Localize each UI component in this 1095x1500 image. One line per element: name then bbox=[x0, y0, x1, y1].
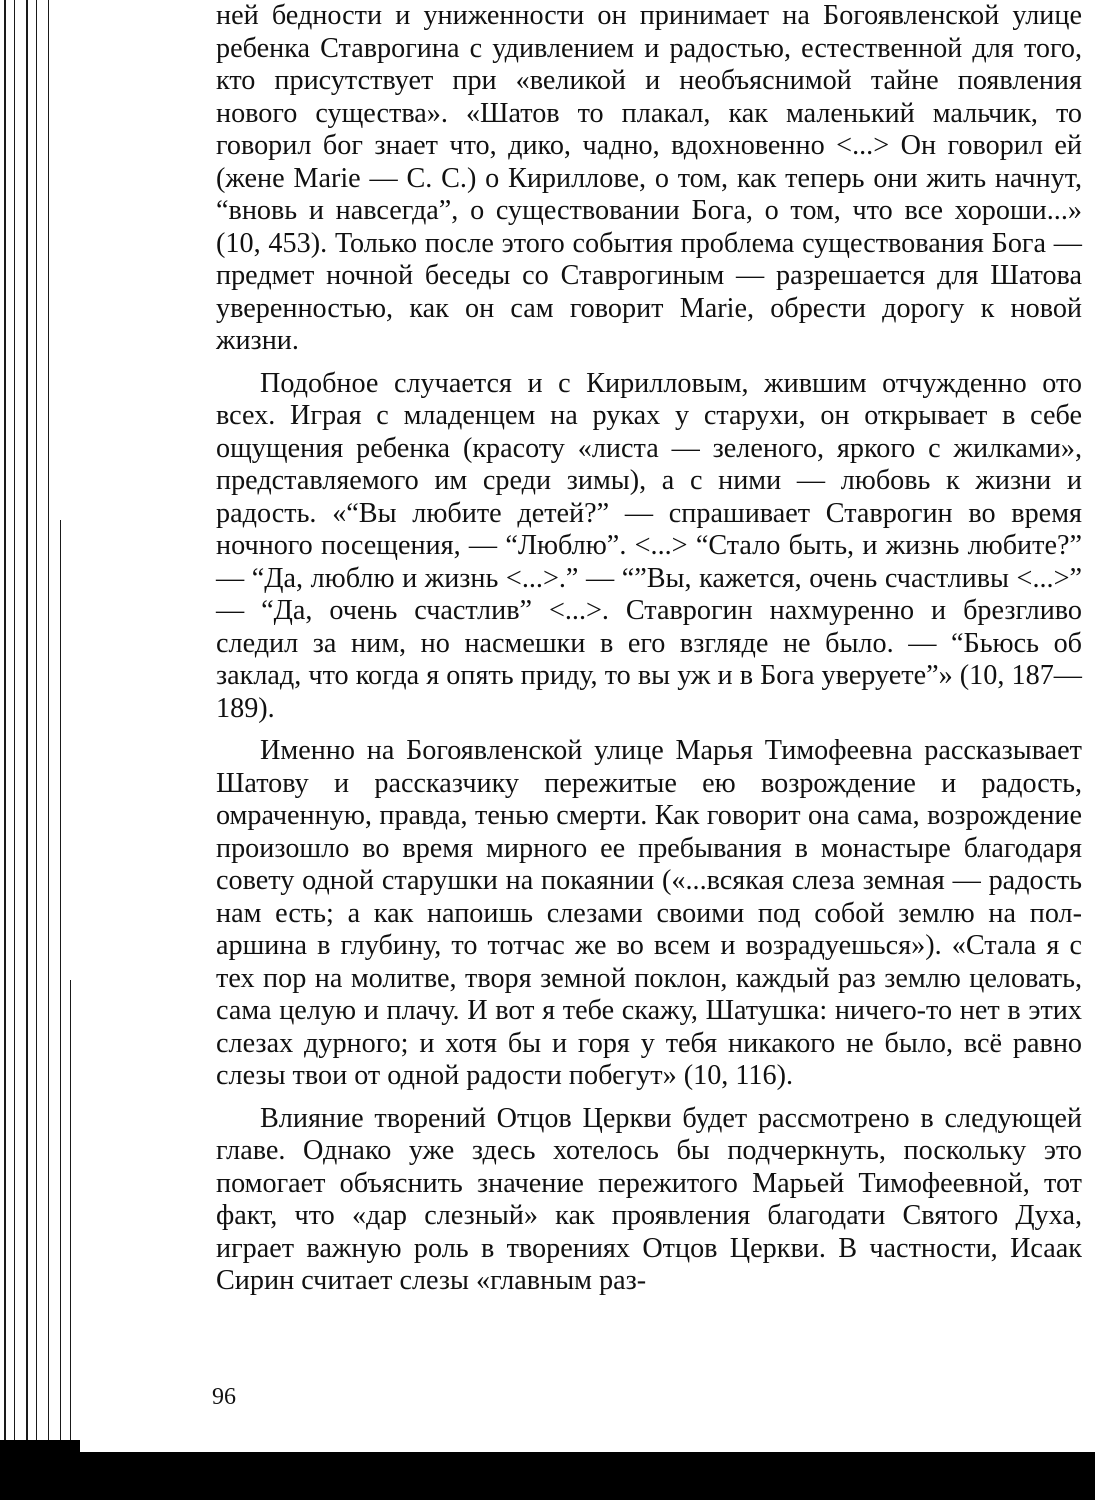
page-body bbox=[216, 0, 1082, 1298]
page-number: 96 bbox=[212, 1384, 236, 1410]
paragraph-3: Именно на Богоявленской улице Марья Тимофеевна рассказывает Шатову и рассказчику пережитые ею возрождение и радость, омраченную, правда, тенью смерти. Как говорит она сама, возрождение произошло во время мирного ее пребывания в монастыре благодаря совету одной старушки на покаянии («...всякая слеза земная — радость нам есть; а как напоишь слезами своими под собой землю на пол-аршина в глубину, то тотчас же во всем и возрадуешься»). «Стала я с тех пор на молитве, творя земной поклон, каждый раз землю целовать, сама целую и плачу. И вот я тебе скажу, Шатушка: ничего-то нет в этих слезах дурного; и хотя бы и горя у тебя никакого не было, всё равно слезы твои от одной радости побегут» (10, 116). bbox=[216, 735, 1082, 1091]
scan-bottom-edge bbox=[0, 1452, 1095, 1500]
paragraph-4: Влияние творений Отцов Церкви будет рассмотрено в следующей главе. Однако уже здесь хотелось бы подчеркнуть, поскольку это помогает объяснить значение пережитого Марьей Тимофеевной, тот факт, что «дар слезный» как проявления благодати Святого Духа, играет важную роль в творениях Отцов Церкви. В частности, Исаак Сирин считает слезы «главным раз- bbox=[216, 1102, 1082, 1296]
binding-gutter-artifact bbox=[0, 0, 80, 1450]
paragraph-1: ней бедности и униженности он принимает на Богоявленской улице ребенка Ставрогина с удивлением и радостью, естественной для того, кто присутствует при «великой и необъяснимой тайне появления нового существа». «Шатов то плакал, как маленький мальчик, то говорил бог знает что, дико, чадно, вдохновенно <...> Он говорил ей (жене Marie — С. С.) о Кириллове, о том, как теперь они жить начнут, “вновь и навсегда”, о существовании Бога, о том, что все хороши...» (10, 453). Только после этого события проблема существования Бога — предмет ночной беседы со Ставрогиным — разрешается для Шатова уверенностью, как он сам говорит Marie, обрести дорогу к новой жизни. bbox=[216, 0, 1082, 356]
paragraph-2: Подобное случается и с Кирилловым, жившим отчужденно ото всех. Играя с младенцем на руках у старухи, он открывает в себе ощущения ребенка (красоту «листа — зеленого, яркого с жилками», представляемого им среди зимы), а с ними — любовь к жизни и радость. «“Вы любите детей?” — спрашивает Ставрогин во время ночного посещения, — “Люблю”. <...> “Стало быть, и жизнь любите?” — “Да, люблю и жизнь <...>.” — “”Вы, кажется, очень счастливы <...>” — “Да, очень счастлив” <...>. Ставрогин нахмуренно и брезгливо следил за ним, но насмешки в его взгляде не было. — “Бьюсь об заклад, что когда я опять приду, то вы уж и в Бога уверуете”» (10, 187—189). bbox=[216, 367, 1082, 724]
